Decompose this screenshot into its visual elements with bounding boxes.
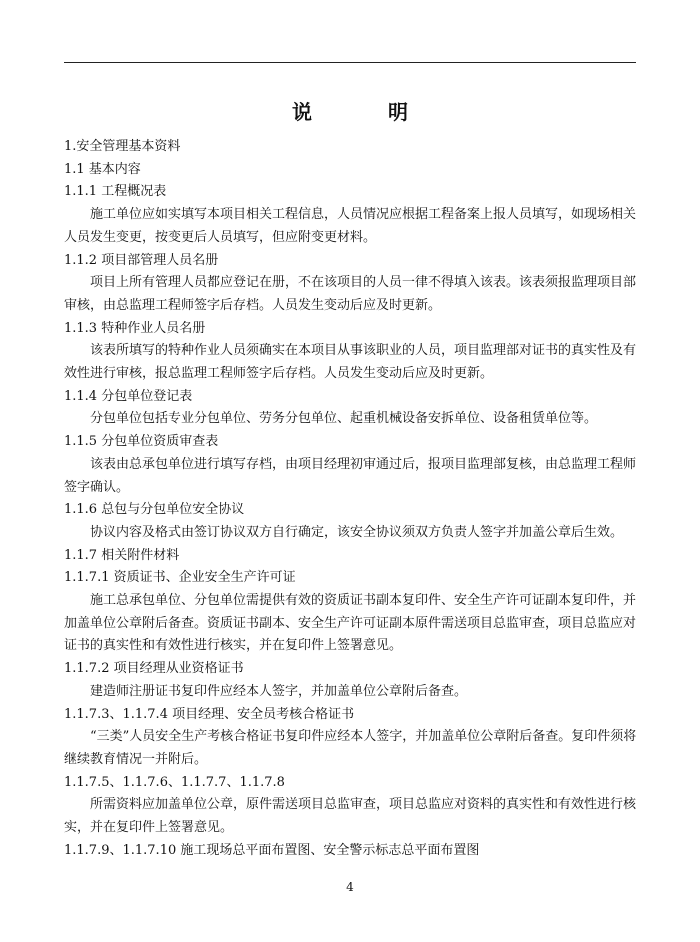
section-paragraph: 所需资料应加盖单位公章，原件需送项目总监审查，项目总监应对资料的真实性和有效性进行核实，并在复印件上签署意见。 bbox=[64, 797, 637, 836]
section-heading: 1.1.2 项目部管理人员名册 bbox=[64, 252, 219, 268]
section-paragraph: “三类”人员安全生产考核合格证书复印件应经本人签字，并加盖单位公章附后备查。复印件须将继续教育情况一并附后。 bbox=[64, 729, 637, 767]
section-heading: 1.1.5 分包单位资质审查表 bbox=[64, 434, 219, 450]
section-heading: 1.1.1 工程概况表 bbox=[64, 184, 167, 200]
section-heading: 1.1.6 总包与分包单位安全协议 bbox=[64, 502, 245, 518]
section-heading: 1.1.7.9、1.1.7.10 施工现场总平面布置图、安全警示标志总平面布置图 bbox=[64, 842, 480, 858]
section-paragraph: 分包单位包括专业分包单位、劳务分包单位、起重机械设备安拆单位、设备租赁单位等。 bbox=[90, 411, 598, 427]
section-paragraph: 协议内容及格式由签订协议双方自行确定，该安全协议须双方负责人签字并加盖公章后生效。 bbox=[90, 524, 624, 540]
section-heading: 1.1.7.2 项目经理从业资格证书 bbox=[64, 661, 244, 677]
section-heading: 1.安全管理基本资料 bbox=[64, 139, 181, 154]
section-paragraph: 施工总承包单位、分包单位需提供有效的资质证书副本复印件、安全生产许可证副本复印件，并加盖单位公章附后备查。资质证书副本、安全生产许可证副本原件需送项目总监审查，项目总监应对证书的真实性和有效性进行核实，并在复印件上签署意见。 bbox=[64, 593, 637, 654]
section-heading: 1.1.7.3、1.1.7.4 项目经理、安全员考核合格证书 bbox=[64, 706, 355, 722]
section-heading: 1.1 基本内容 bbox=[64, 161, 141, 177]
page-number: 4 bbox=[346, 880, 354, 894]
section-paragraph: 项目上所有管理人员都应登记在册，不在该项目的人员一律不得填入该表。该表须报监理项目部审核，由总监理工程师签字后存档。人员发生变动后应及时更新。 bbox=[64, 275, 637, 313]
section-heading: 1.1.7.5、1.1.7.6、1.1.7.7、1.1.7.8 bbox=[64, 774, 285, 790]
section-heading: 1.1.7 相关附件材料 bbox=[64, 547, 180, 563]
section-paragraph: 施工单位应如实填写本项目相关工程信息，人员情况应根据工程备案上报人员填写，如现场相关人员发生变更，按变更后人员填写，但应附变更材料。 bbox=[64, 207, 637, 245]
section-heading: 1.1.3 特种作业人员名册 bbox=[64, 320, 206, 336]
section-heading: 1.1.4 分包单位登记表 bbox=[64, 388, 193, 404]
section-paragraph: 建造师注册证书复印件应经本人签字，并加盖单位公章附后备查。 bbox=[90, 683, 468, 699]
section-paragraph: 该表由总承包单位进行填写存档，由项目经理初审通过后，报项目监理部复核，由总监理工程师签字确认。 bbox=[64, 456, 637, 495]
header-rule bbox=[64, 62, 636, 63]
section-paragraph: 该表所填写的特种作业人员须确实在本项目从事该职业的人员，项目监理部对证书的真实性及有效性进行审核，报总监理工程师签字后存档。人员发生变动后应及时更新。 bbox=[64, 343, 637, 382]
page-title: 说 明 bbox=[292, 100, 436, 124]
document-body bbox=[64, 136, 644, 863]
section-heading: 1.1.7.1 资质证书、企业安全生产许可证 bbox=[64, 570, 296, 586]
